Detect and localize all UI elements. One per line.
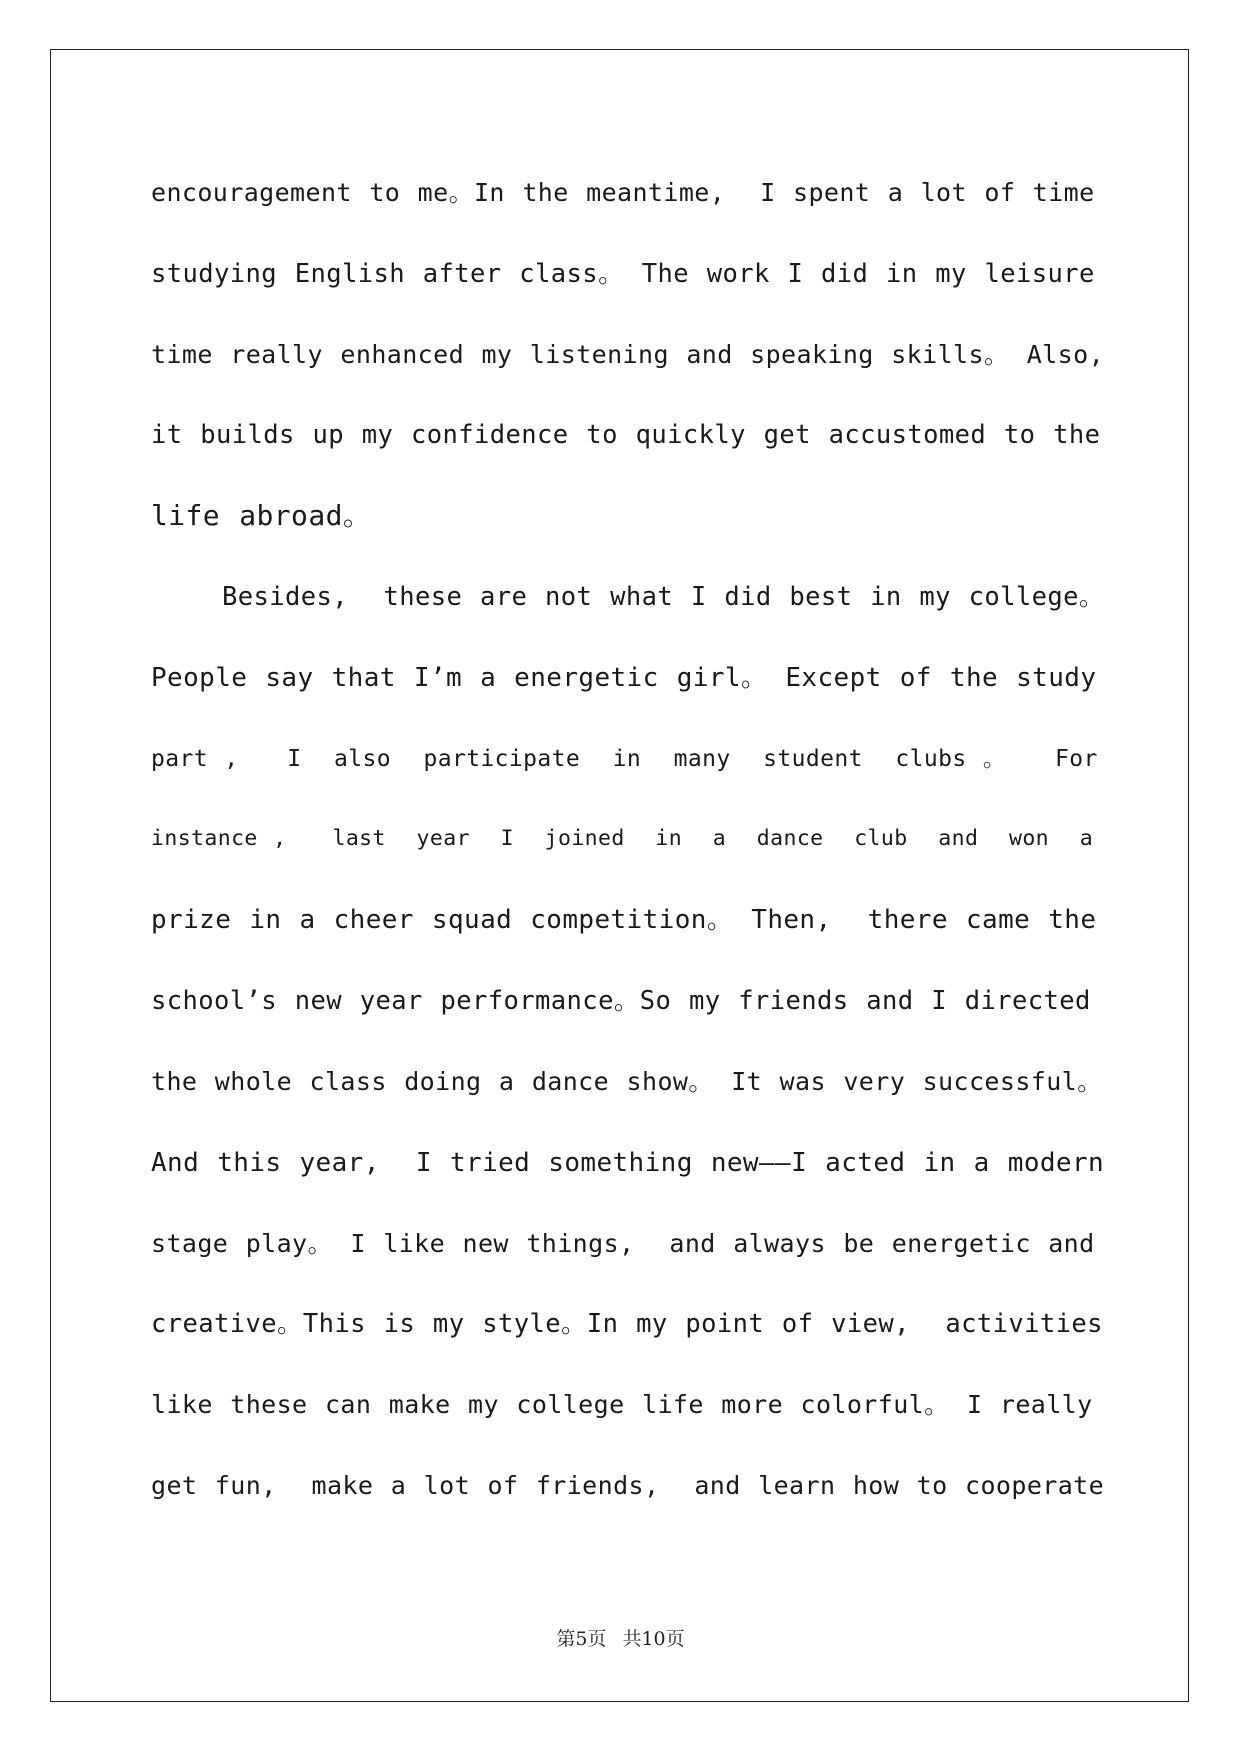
text-line-1: encouragement to me。In the meantime, I spent a lot of time (151, 178, 1095, 207)
text-line-5: life abroad。 (151, 499, 372, 532)
page-border (50, 49, 1189, 1702)
text-line-8: part , I also participate in many student clubs 。 For (151, 746, 1098, 772)
text-line-14: stage play。 I like new things, and always be energetic and (151, 1229, 1095, 1258)
text-line-2: studying English after class。 The work I did in my leisure (151, 259, 1095, 289)
text-line-6: Besides, these are not what I did best in my college。 (151, 582, 1105, 612)
text-line-10: prize in a cheer squad competition。 Then, there came the (151, 905, 1097, 935)
page-total: 共10页 (622, 1628, 685, 1650)
text-line-15: creative。This is my style。In my point of view, activities (151, 1309, 1103, 1339)
text-line-3: time really enhanced my listening and speaking skills。 Also, (151, 340, 1105, 369)
text-line-13: And this year, I tried something new——I acted in a modern (151, 1148, 1105, 1178)
text-line-11: school’s new year performance。So my friends and I directed (151, 986, 1091, 1016)
text-line-9: instance , last year I joined in a dance club and won a (151, 826, 1094, 851)
text-line-12: the whole class doing a dance show。 It was very successful。 (151, 1067, 1103, 1096)
page-footer (0, 1624, 1241, 1651)
text-line-4: it builds up my confidence to quickly get accustomed to the (151, 420, 1101, 450)
page-number: 第5页 (556, 1628, 607, 1650)
text-line-17: get fun, make a lot of friends, and learn how to cooperate (151, 1471, 1105, 1500)
text-line-16: like these can make my college life more colorful。 I really (151, 1390, 1093, 1419)
text-line-7: People say that I’m a energetic girl。 Except of the study (151, 663, 1097, 693)
